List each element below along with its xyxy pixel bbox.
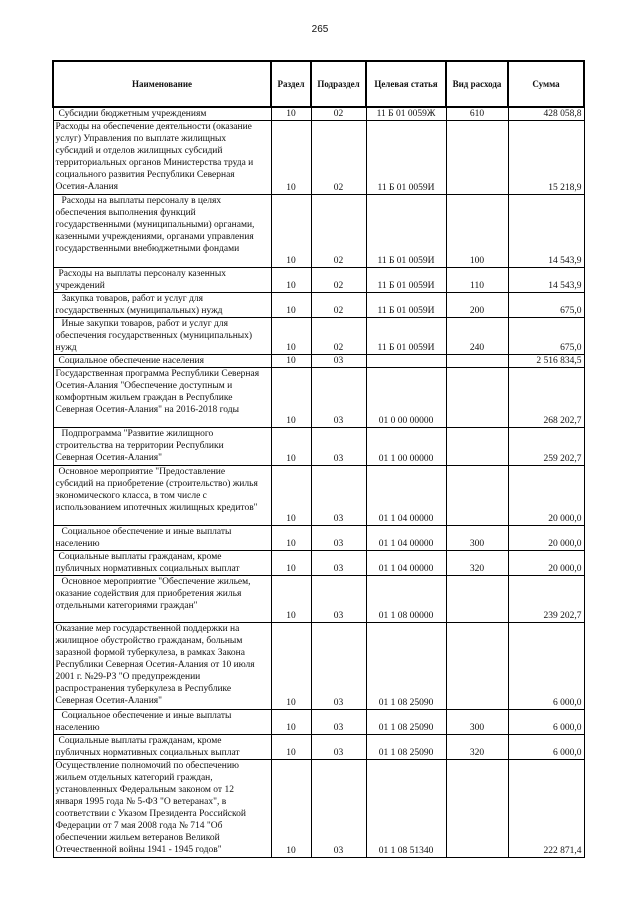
row-name: Расходы на выплаты персоналу в целях обеспечения выполнения функций государственными (муниципальными) органами, казенными учреждениями, органами управления государственными внебюджетными фондами [53,195,271,268]
table-row [53,368,584,428]
row-subsection: 02 [311,268,366,293]
row-expense-type [446,121,508,195]
row-section: 10 [271,735,311,760]
row-expense-type [446,623,508,710]
row-name: Подпрограмма "Развитие жилищного строительства на территории Республики Северная Осетия-Алания" [53,428,271,466]
table-row [53,576,584,623]
row-target-article: 01 1 04 00000 [366,526,446,551]
row-target-article: 01 1 08 25090 [366,623,446,710]
row-section: 10 [271,268,311,293]
row-target-article: 11 Б 01 0059И [366,121,446,195]
row-subsection: 03 [311,355,366,368]
row-target-article: 01 1 00 00000 [366,428,446,466]
row-subsection: 03 [311,735,366,760]
row-expense-type: 200 [446,293,508,318]
row-name: Осуществление полномочий по обеспечению жильем отдельных категорий граждан, установленных Федеральным законом от 12 января 1995 года № 5-ФЗ "О ветеранах", в соответствии с Указом Президента Российской Федерации от 7 мая 2008 года № 714 "Об обеспечении жильем ветеранов Великой Отечественной войны 1941 - 1945 годов" [53,760,271,858]
row-name: Основное мероприятие "Предоставление субсидий на приобретение (строительство) жилья экономического класса, в том числе с использованием ипотечных жилищных кредитов" [53,466,271,526]
row-expense-type: 610 [446,107,508,121]
row-subsection: 02 [311,293,366,318]
row-subsection: 03 [311,576,366,623]
row-name: Социальные выплаты гражданам, кроме публичных нормативных социальных выплат [53,551,271,576]
header-target-article: Целевая статья [366,61,446,107]
row-amount: 20 000,0 [508,551,584,576]
row-amount: 675,0 [508,318,584,355]
row-subsection: 03 [311,368,366,428]
row-section: 10 [271,428,311,466]
table-row [53,355,584,368]
row-target-article: 11 Б 01 0059И [366,318,446,355]
row-name: Социальное обеспечение и иные выплаты населению [53,526,271,551]
row-name: Государственная программа Республики Северная Осетия-Алания "Обеспечение доступным и комфортным жильем граждан в Республике Северная Осетия-Алания" на 2016-2018 годы [53,368,271,428]
row-subsection: 03 [311,526,366,551]
row-amount: 14 543,9 [508,195,584,268]
row-section: 10 [271,368,311,428]
table-row [53,195,584,268]
table-row [53,318,584,355]
row-subsection: 03 [311,710,366,735]
row-section: 10 [271,710,311,735]
row-expense-type: 240 [446,318,508,355]
row-name: Расходы на выплаты персоналу казенных учреждений [53,268,271,293]
row-amount: 675,0 [508,293,584,318]
row-section: 10 [271,355,311,368]
row-section: 10 [271,623,311,710]
row-target-article: 01 1 08 25090 [366,735,446,760]
budget-table [52,60,585,858]
row-expense-type: 110 [446,268,508,293]
row-name: Субсидии бюджетным учреждениям [53,107,271,121]
row-name: Расходы на обеспечение деятельности (оказание услуг) Управления по выплате жилищных субсидий и отделов жилищных субсидий территориальных органов Министерства труда и социального развития Республики Северная Осетия-Алания [53,121,271,195]
row-name: Социальное обеспечение населения [53,355,271,368]
table-row [53,710,584,735]
table-row [53,526,584,551]
row-expense-type: 320 [446,551,508,576]
row-name: Оказание мер государственной поддержки на жилищное обустройство гражданам, больным заразной формой туберкулеза, в рамках Закона Республики Северная Осетия-Алания от 10 июля 2001 г. №29-РЗ "О предупреждении распространения туберкулеза в Республике Северная Осетия-Алания" [53,623,271,710]
row-expense-type: 300 [446,710,508,735]
header-name: Наименование [53,61,271,107]
row-target-article: 01 1 08 00000 [366,576,446,623]
header-subsection: Подраздел [311,61,366,107]
table-row [53,466,584,526]
row-expense-type: 300 [446,526,508,551]
row-name: Основное мероприятие "Обеспечение жильем, оказание содействия для приобретения жилья отдельными категориями граждан" [53,576,271,623]
table-row [53,107,584,121]
row-target-article: 01 0 00 00000 [366,368,446,428]
row-subsection: 02 [311,195,366,268]
row-target-article: 11 Б 01 0059И [366,293,446,318]
row-target-article: 11 Б 01 0059И [366,268,446,293]
row-target-article: 01 1 04 00000 [366,466,446,526]
table-row [53,623,584,710]
row-subsection: 02 [311,121,366,195]
row-amount: 6 000,0 [508,623,584,710]
row-name: Закупка товаров, работ и услуг для государственных (муниципальных) нужд [53,293,271,318]
row-target-article: 01 1 08 25090 [366,710,446,735]
row-section: 10 [271,121,311,195]
table-row [53,551,584,576]
row-section: 10 [271,293,311,318]
row-target-article: 11 Б 01 0059И [366,195,446,268]
table-row [53,293,584,318]
row-expense-type: 100 [446,195,508,268]
row-subsection: 03 [311,623,366,710]
row-section: 10 [271,576,311,623]
row-subsection: 03 [311,428,366,466]
row-subsection: 02 [311,107,366,121]
row-amount: 6 000,0 [508,710,584,735]
table-row [53,735,584,760]
row-amount: 20 000,0 [508,466,584,526]
row-expense-type [446,368,508,428]
row-expense-type [446,576,508,623]
row-amount: 14 543,9 [508,268,584,293]
row-amount: 259 202,7 [508,428,584,466]
row-amount: 428 058,8 [508,107,584,121]
table-row [53,428,584,466]
row-amount: 239 202,7 [508,576,584,623]
row-amount: 15 218,9 [508,121,584,195]
row-target-article [366,355,446,368]
row-expense-type [446,355,508,368]
row-expense-type [446,428,508,466]
row-expense-type: 320 [446,735,508,760]
row-expense-type [446,760,508,858]
header-section: Раздел [271,61,311,107]
row-amount: 222 871,4 [508,760,584,858]
table-header-row [53,61,584,107]
row-target-article: 01 1 04 00000 [366,551,446,576]
table-row [53,760,584,858]
row-amount: 268 202,7 [508,368,584,428]
row-expense-type [446,466,508,526]
row-subsection: 03 [311,760,366,858]
row-section: 10 [271,551,311,576]
row-subsection: 03 [311,551,366,576]
row-name: Социальные выплаты гражданам, кроме публичных нормативных социальных выплат [53,735,271,760]
table-row [53,268,584,293]
row-name: Иные закупки товаров, работ и услуг для обеспечения государственных (муниципальных) нужд [53,318,271,355]
row-subsection: 03 [311,466,366,526]
row-target-article: 01 1 08 51340 [366,760,446,858]
row-section: 10 [271,107,311,121]
row-amount: 20 000,0 [508,526,584,551]
row-subsection: 02 [311,318,366,355]
row-section: 10 [271,466,311,526]
row-target-article: 11 Б 01 0059Ж [366,107,446,121]
row-amount: 6 000,0 [508,735,584,760]
header-amount: Сумма [508,61,584,107]
row-section: 10 [271,195,311,268]
row-section: 10 [271,318,311,355]
row-amount: 2 516 834,5 [508,355,584,368]
header-expense-type: Вид расхода [446,61,508,107]
row-name: Социальное обеспечение и иные выплаты населению [53,710,271,735]
page-number: 265 [311,24,329,35]
row-section: 10 [271,760,311,858]
row-section: 10 [271,526,311,551]
table-row [53,121,584,195]
